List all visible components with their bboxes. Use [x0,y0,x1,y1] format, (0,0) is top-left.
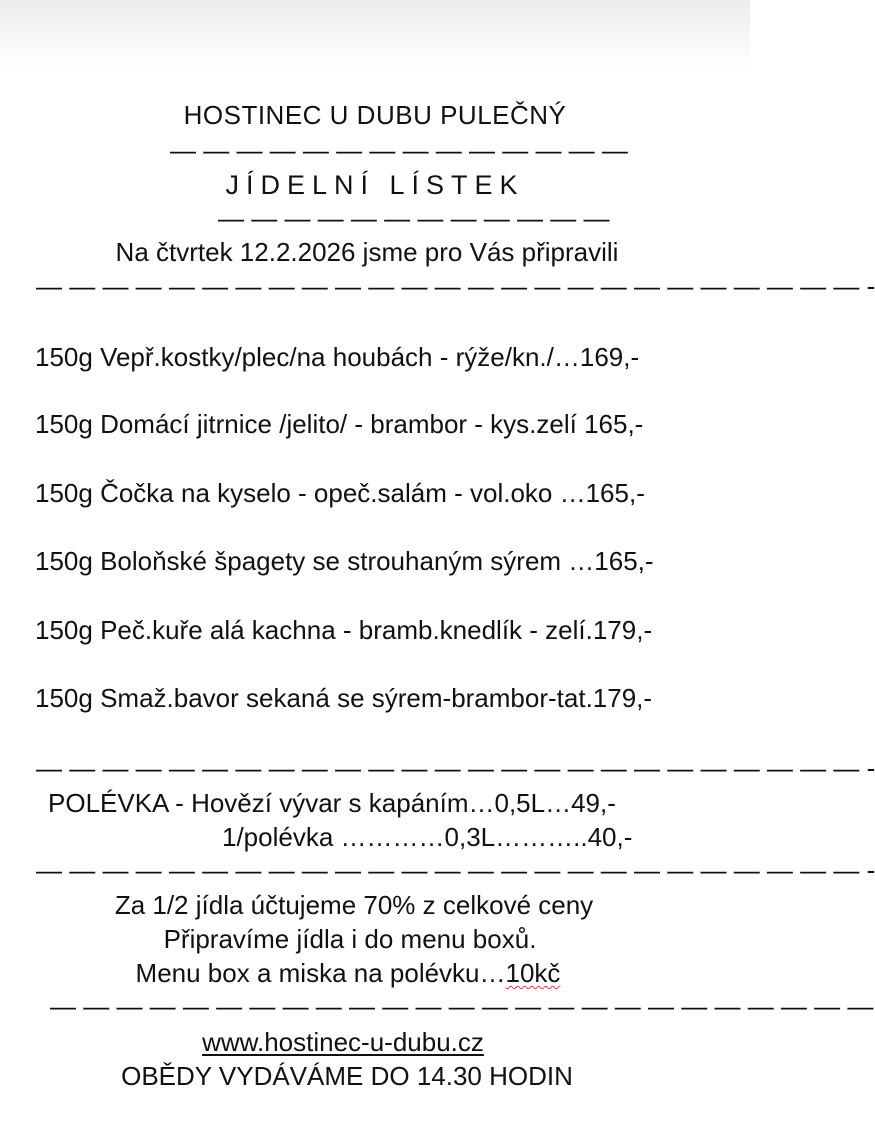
divider: — — — — — — — — — — — — — — — — — — — — — — — — — - [36,753,875,783]
top-shadow [0,0,750,70]
box-price-value: 10kč [505,958,561,988]
soup-line: POLÉVKA - Hovězí vývar s kapáním…0,5L…49,- [48,788,616,818]
divider: — — — — — — — — — — — — [218,203,610,233]
lunch-hours: OBĚDY VYDÁVÁME DO 14.30 HODIN [121,1061,573,1091]
divider: — — — — — — — — — — — — — — — — — — — — — — — — — - [36,855,875,885]
half-soup-line: 1/polévka …………0,3L………..40,- [222,822,633,852]
meal-item-1: 150g Vepř.kostky/plec/na houbách - rýže/kn./…169,- [35,342,640,372]
divider: — — — — — — — — — — — — — — [170,135,628,165]
half-portion-note: Za 1/2 jídla účtujeme 70% z celkové ceny [114,890,594,920]
menu-box-note: Připravíme jídla i do menu boxů. [163,924,537,954]
meal-item-5: 150g Peč.kuře alá kachna - bramb.knedlík - zelí.179,- [35,615,653,645]
box-price-note [0,957,723,989]
divider: — — — — — — — — — — — — — — — — — — — — — — — — — - [36,271,875,301]
meal-item-4: 150g Boloňské špagety se strouhaným sýrem …165,- [35,546,654,576]
date-line: Na čtvrtek 12.2.2026 jsme pro Vás připravili [115,237,619,267]
box-price-label: Menu box a miska na polévku… [135,958,506,988]
meal-item-2: 150g Domácí jitrnice /jelito/ - brambor - kys.zelí 165,- [35,409,644,439]
restaurant-name: HOSTINEC U DUBU PULEČNÝ [183,100,567,130]
meal-item-3: 150g Čočka na kyselo - opeč.salám - vol.oko …165,- [35,478,645,508]
meal-item-6: 150g Smaž.bavor sekaná se sýrem-brambor-tat.179,- [35,683,653,713]
menu-title: JÍDELNÍ LÍSTEK [225,170,525,200]
divider: — — — — — — — — — — — — — — — — — — — — — — — — — [50,991,874,1021]
website-link[interactable]: www.hostinec-u-dubu.cz [202,1027,484,1057]
